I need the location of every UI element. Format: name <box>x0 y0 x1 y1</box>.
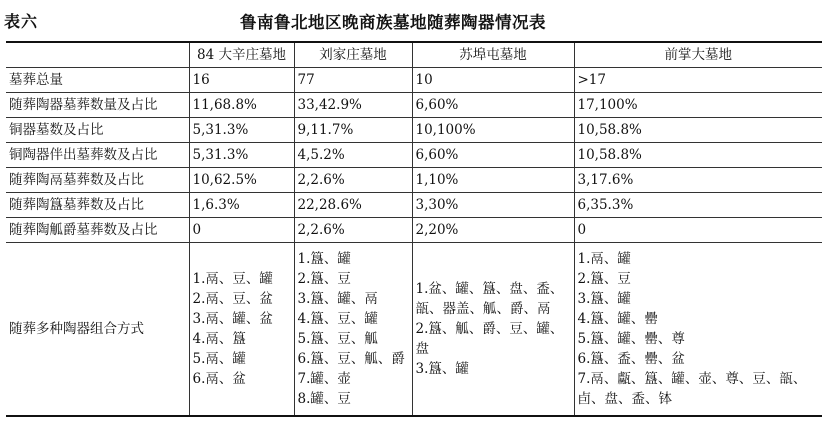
column-header-blank <box>6 42 189 68</box>
table-cell: 17,100% <box>574 93 822 118</box>
combination-item: 3.簋、罐 <box>415 361 469 377</box>
combination-item: 6.簋、盉、罍、盆 <box>577 351 685 367</box>
table-cell: 6,60% <box>412 93 574 118</box>
table-cell: 10,58.8% <box>574 118 822 143</box>
table-cell: 9,11.7% <box>294 118 412 143</box>
column-header-qianzhangda: 前掌大墓地 <box>574 42 822 68</box>
burial-pottery-table <box>6 41 822 417</box>
combination-item: 8.罐、豆 <box>297 391 351 407</box>
combination-item: 5.簋、豆、觚 <box>297 331 378 347</box>
table-cell: 5,31.3% <box>189 118 294 143</box>
table-cell: 3,30% <box>412 193 574 218</box>
combination-item: 6.鬲、盆 <box>192 371 246 387</box>
combination-item: 7.鬲、甗、簋、罐、壶、尊、豆、瓿、卣、盘、盉、钵 <box>577 371 807 407</box>
table-row <box>6 168 822 193</box>
row-label: 墓葬总量 <box>6 68 189 93</box>
table-row <box>6 93 822 118</box>
table-cell: 33,42.9% <box>294 93 412 118</box>
combination-cell <box>574 243 822 417</box>
combination-item: 5.簋、罐、罍、尊 <box>577 331 685 347</box>
table-cell: 0 <box>574 218 822 243</box>
table-cell: 16 <box>189 68 294 93</box>
table-row <box>6 218 822 243</box>
table-row <box>6 68 822 93</box>
table-cell: 0 <box>189 218 294 243</box>
row-label: 随葬陶鬲墓葬数及占比 <box>6 168 189 193</box>
column-header-daxinzhuang: 84 大辛庄墓地 <box>189 42 294 68</box>
column-header-liujiazhuang: 刘家庄墓地 <box>294 42 412 68</box>
row-label: 随葬陶簋墓葬数及占比 <box>6 193 189 218</box>
table-cell: 2,20% <box>412 218 574 243</box>
table-cell: 22,28.6% <box>294 193 412 218</box>
table-cell: 11,68.8% <box>189 93 294 118</box>
combination-item: 4.簋、罐、罍 <box>577 311 658 327</box>
row-label: 随葬陶器墓葬数量及占比 <box>6 93 189 118</box>
table-header <box>0 0 834 40</box>
table-row <box>6 143 822 168</box>
combination-item: 2.鬲、豆、盆 <box>192 291 273 307</box>
table-row <box>6 118 822 143</box>
table-cell: 3,17.6% <box>574 168 822 193</box>
table-header-row <box>6 42 822 68</box>
combination-item: 1.鬲、豆、罐 <box>192 271 273 287</box>
combination-cell <box>189 243 294 417</box>
combination-item: 3.簋、罐、鬲 <box>297 291 378 307</box>
table-row <box>6 193 822 218</box>
combination-item: 2.簋、豆 <box>577 271 631 287</box>
table-cell: 2,2.6% <box>294 168 412 193</box>
table-title: 鲁南鲁北地区晚商族墓地随葬陶器情况表 <box>240 13 546 32</box>
combination-item: 3.鬲、罐、盆 <box>192 311 273 327</box>
table-cell: 10,62.5% <box>189 168 294 193</box>
combination-item: 1.鬲、罐 <box>577 251 631 267</box>
combination-item: 6.簋、豆、觚、爵 <box>297 351 405 367</box>
table-cell: 6,35.3% <box>574 193 822 218</box>
combination-row <box>6 243 822 417</box>
table-cell: 2,2.6% <box>294 218 412 243</box>
combination-cell <box>294 243 412 417</box>
table-cell: 1,6.3% <box>189 193 294 218</box>
combination-cell <box>412 243 574 417</box>
table-cell: 77 <box>294 68 412 93</box>
row-label: 铜器墓数及占比 <box>6 118 189 143</box>
row-label: 随葬多种陶器组合方式 <box>6 243 189 417</box>
table-cell: 5,31.3% <box>189 143 294 168</box>
table-cell: 10,58.8% <box>574 143 822 168</box>
combination-item: 4.簋、豆、罐 <box>297 311 378 327</box>
combination-item: 1.盆、罐、簋、盘、盉、瓿、器盖、觚、爵、鬲 <box>415 281 564 317</box>
combination-item: 5.鬲、罐 <box>192 351 246 367</box>
table-cell: >17 <box>574 68 822 93</box>
combination-item: 1.簋、罐 <box>297 251 351 267</box>
combination-item: 7.罐、壶 <box>297 371 351 387</box>
table-cell: 10,100% <box>412 118 574 143</box>
table-number: 表六 <box>4 12 39 31</box>
column-header-subutun: 苏埠屯墓地 <box>412 42 574 68</box>
table-cell: 4,5.2% <box>294 143 412 168</box>
row-label: 铜陶器伴出墓葬数及占比 <box>6 143 189 168</box>
combination-item: 4.鬲、簋 <box>192 331 246 347</box>
combination-item: 2.簋、豆 <box>297 271 351 287</box>
table-cell: 6,60% <box>412 143 574 168</box>
combination-item: 3.簋、罐 <box>577 291 631 307</box>
row-label: 随葬陶觚爵墓葬数及占比 <box>6 218 189 243</box>
table-cell: 1,10% <box>412 168 574 193</box>
combination-item: 2.簋、觚、爵、豆、罐、盘 <box>415 321 564 357</box>
table-cell: 10 <box>412 68 574 93</box>
